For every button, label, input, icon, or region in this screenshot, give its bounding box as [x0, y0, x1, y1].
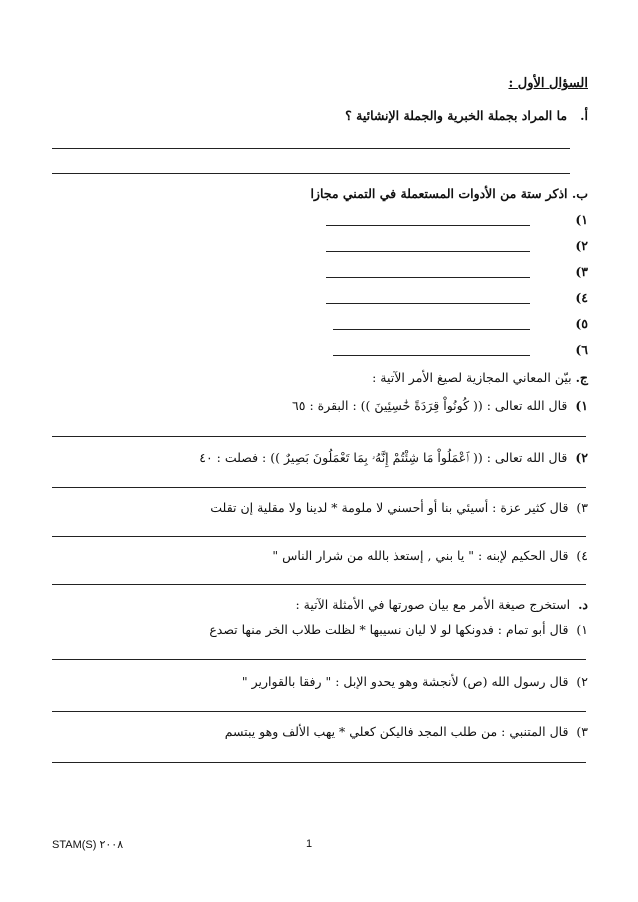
part-c-item-3-num: ٣): [576, 500, 588, 515]
part-b-text: ستة من الأدوات المستعملة في التمني مجازا: [310, 186, 542, 201]
answer-line-b5: [333, 329, 530, 330]
question-heading: السؤال الأول :: [508, 76, 588, 91]
answer-line-b1: [326, 225, 530, 226]
part-a-question: [345, 108, 588, 123]
answer-line-d1: [52, 659, 586, 660]
answer-line-c2: [52, 487, 586, 488]
part-a-text: ما المراد بجملة الخبرية والجملة الإنشائية ؟: [345, 108, 568, 123]
part-a-letter: أ.: [580, 108, 588, 123]
part-c-item-3-text: قال كثير عزة : أسيئي بنا أو أحسني لا ملومة * لدينا ولا مقلية إن تقلت: [210, 500, 569, 515]
part-c-item-2-text: قال الله تعالى : (( ٱعْمَلُواْ مَا شِئْتُمْ إِنَّهُۥ بِمَا تَعْمَلُونَ بَصِيرٌ )) : فصلت : ٤٠: [199, 450, 568, 465]
part-d-prefix: د.: [578, 597, 588, 612]
part-d-item-3: [225, 724, 588, 739]
answer-line-c4: [52, 584, 586, 585]
part-c-text: بيّن المعاني المجازية لصيغ الأمر الآتية :: [372, 370, 572, 385]
part-b-item-6: ٦): [575, 342, 588, 357]
part-d-item-2: [242, 674, 588, 689]
part-b-prefix: ب. اذكر: [545, 186, 588, 201]
part-b-item-3: ٣): [575, 264, 588, 279]
footer-exam-code: STAM(S) ٢٠٠٨: [52, 839, 124, 851]
answer-line-b4: [326, 303, 530, 304]
part-c-item-1: [292, 398, 588, 413]
part-c-item-4-num: ٤): [576, 548, 588, 563]
part-d-item-1-num: ١): [576, 622, 588, 637]
part-c-item-3: [210, 500, 588, 515]
answer-line-c1: [52, 436, 586, 437]
part-d-question: [295, 597, 588, 612]
part-b-item-1: ١): [575, 212, 588, 227]
answer-line-d2: [52, 711, 586, 712]
part-d-text: استخرج صيغة الأمر مع بيان صورتها في الأمثلة الآتية :: [295, 597, 571, 612]
part-c-item-1-num: ١): [575, 398, 588, 413]
part-c-item-4-text: قال الحكيم لإبنه : " يا بني , إستعذ بالله من شرار الناس ": [272, 548, 569, 563]
part-d-item-2-num: ٢): [576, 674, 588, 689]
part-b-item-2: ٢): [575, 238, 588, 253]
part-b-question: [310, 186, 588, 201]
part-c-question: [372, 370, 588, 385]
part-b-item-5: ٥): [575, 316, 588, 331]
answer-line-b6: [333, 355, 530, 356]
part-b-item-4: ٤): [575, 290, 588, 305]
part-c-item-2-num: ٢): [575, 450, 588, 465]
answer-line-d3: [52, 762, 586, 763]
part-c-item-4: [272, 548, 588, 563]
part-d-item-1: [209, 622, 588, 637]
part-d-item-2-text: قال رسول الله (ص) لأنجشة وهو يحدو الإبل : " رفقا بالقوارير ": [241, 674, 569, 689]
answer-line-a2: [52, 173, 570, 174]
part-c-prefix: ج.: [575, 370, 588, 385]
part-c-item-1-text: قال الله تعالى : (( كُونُواْ قِرَدَةً خَٰسِئِينَ )) : البقرة : ٦٥: [292, 398, 568, 413]
part-d-item-1-text: قال أبو تمام : فدونكها لو لا ليان نسيبها * لظلت طلاب الخر منها تصدع: [209, 622, 569, 637]
part-c-item-2: [199, 450, 588, 466]
part-d-item-3-text: قال المتنبي : من طلب المجد فاليكن كعلي * يهب الألف وهو يبتسم: [224, 724, 569, 739]
answer-line-a1: [52, 148, 570, 149]
part-d-item-3-num: ٣): [576, 724, 588, 739]
answer-line-c3: [52, 536, 586, 537]
footer-page-number: 1: [306, 838, 313, 850]
answer-line-b3: [326, 277, 530, 278]
answer-line-b2: [326, 251, 530, 252]
